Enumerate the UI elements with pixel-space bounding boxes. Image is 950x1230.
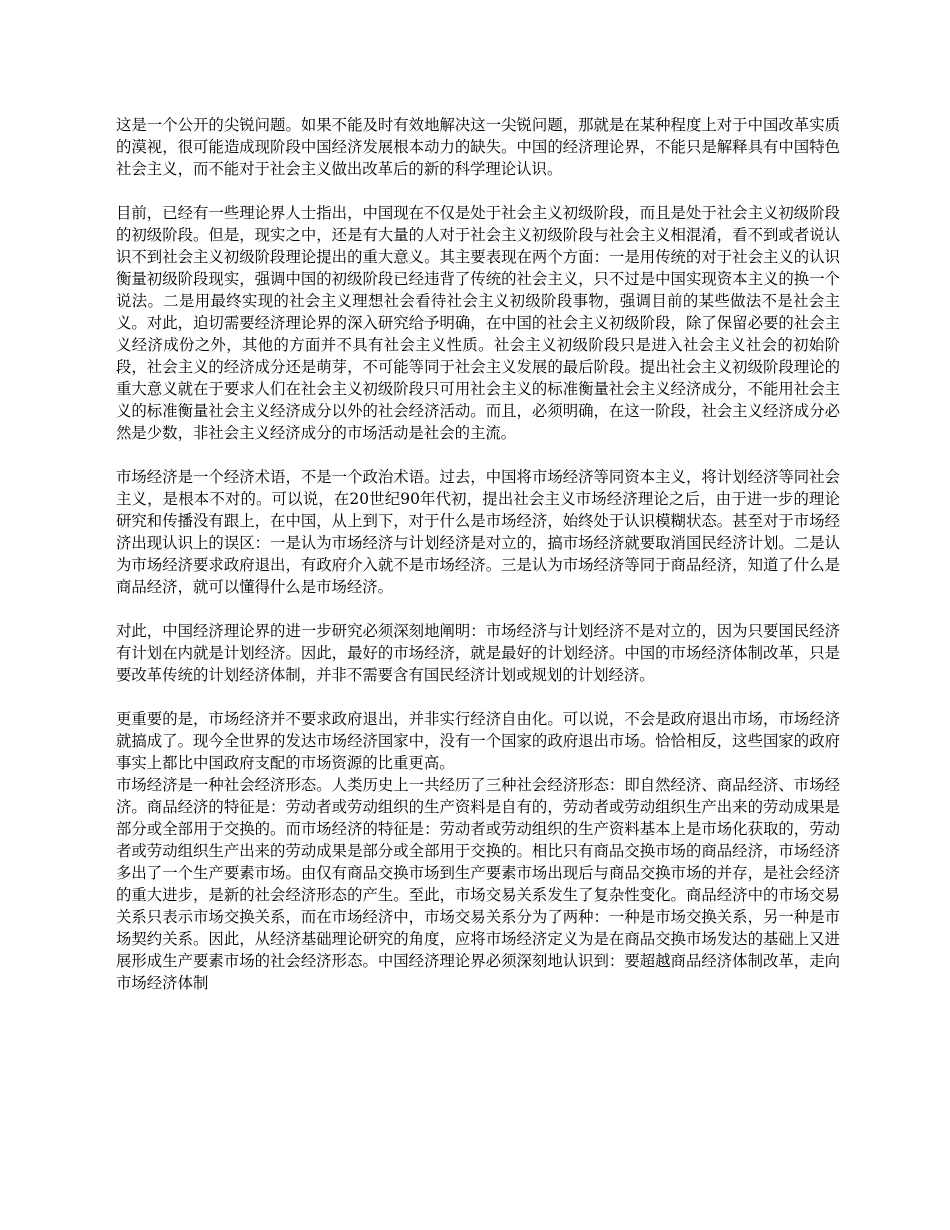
paragraph-2: 目前，已经有一些理论界人士指出，中国现在不仅是处于社会主义初级阶段，而且是处于社会主义初级阶段的初级阶段。但是，现实之中，还是有大量的人对于社会主义初级阶段与社会主义相混淆，看不到或者说认识不到社会主义初级阶段理论提出的重大意义。其主要表现在两个方面：一是用传统的对于社会主义的认识衡量初级阶段现实，强调中国的初级阶段已经违背了传统的社会主义，只不过是中国实现资本主义的换一个说法。二是用最终实现的社会主义理想社会看待社会主义初级阶段事物，强调目前的某些做法不是社会主义。对此，迫切需要经济理论界的深入研究给予明确，在中国的社会主义初级阶段，除了保留必要的社会主义经济成份之外，其他的方面并不具有社会主义性质。社会主义初级阶段只是进入社会主义社会的初始阶段，社会主义的经济成分还是萌芽，不可能等同于社会主义发展的最后阶段。提出社会主义初级阶段理论的重大意义就在于要求人们在社会主义初级阶段只可用社会主义的标准衡量社会主义经济成分，不能用社会主义的标准衡量社会主义经济成分以外的社会经济活动。而且，必须明确，在这一阶段，社会主义经济成分必然是少数，非社会主义经济成分的市场活动是社会的主流。 xyxy=(116,204,840,442)
paragraph-3: 市场经济是一个经济术语，不是一个政治术语。过去，中国将市场经济等同资本主义，将计划经济等同社会主义，是根本不对的。可以说，在20世纪90年代初，提出社会主义市场经济理论之后，由于进一步的理论研究和传播没有跟上，在中国，从上到下，对于什么是市场经济，始终处于认识模糊状态。甚至对于市场经济出现认识上的误区：一是认为市场经济与计划经济是对立的，搞市场经济就要取消国民经济计划。二是认为市场经济要求政府退出，有政府介入就不是市场经济。三是认为市场经济等同于商品经济，知道了什么是商品经济，就可以懂得什么是市场经济。 xyxy=(116,468,840,596)
document-body xyxy=(116,114,840,994)
paragraph-1: 这是一个公开的尖锐问题。如果不能及时有效地解决这一尖锐问题，那就是在某种程度上对于中国改革实质的漠视，很可能造成现阶段中国经济发展根本动力的缺失。中国的经济理论界，不能只是解释具有中国特色社会主义，而不能对于社会主义做出改革后的新的科学理论认识。 xyxy=(116,116,840,178)
paragraph-6: 市场经济是一种社会经济形态。人类历史上一共经历了三种社会经济形态：即自然经济、商品经济、市场经济。商品经济的特征是：劳动者或劳动组织的生产资料是自有的，劳动者或劳动组织生产出来的劳动成果是部分或全部用于交换的。而市场经济的特征是：劳动者或劳动组织的生产资料基本上是市场化获取的，劳动者或劳动组织生产出来的劳动成果是部分或全部用于交换的。相比只有商品交换市场的商品经济，市场经济多出了一个生产要素市场。由仅有商品交换市场到生产要素市场出现后与商品交换市场的并存，是社会经济的重大进步，是新的社会经济形态的产生。至此，市场交易关系发生了复杂性变化。商品经济中的市场交易关系只表示市场交换关系，而在市场经济中，市场交易关系分为了两种：一种是市场交换关系，另一种是市场契约关系。因此，从经济基础理论研究的角度，应将市场经济定义为是在商品交换市场发达的基础上又进展形成生产要素市场的社会经济形态。中国经济理论界必须深刻地认识到：要超越商品经济体制改革，走向市场经济体制 xyxy=(116,776,840,992)
paragraph-5: 更重要的是，市场经济并不要求政府退出，并非实行经济自由化。可以说，不会是政府退出市场，市场经济就搞成了。现今全世界的发达市场经济国家中，没有一个国家的政府退出市场。恰恰相反，这些国家的政府事实上都比中国政府支配的市场资源的比重更高。 xyxy=(116,710,840,772)
paragraph-4: 对此，中国经济理论界的进一步研究必须深刻地阐明：市场经济与计划经济不是对立的，因为只要国民经济有计划在内就是计划经济。因此，最好的市场经济，就是最好的计划经济。中国的市场经济体制改革，只是要改革传统的计划经济体制，并非不需要含有国民经济计划或规划的计划经济。 xyxy=(116,622,840,684)
